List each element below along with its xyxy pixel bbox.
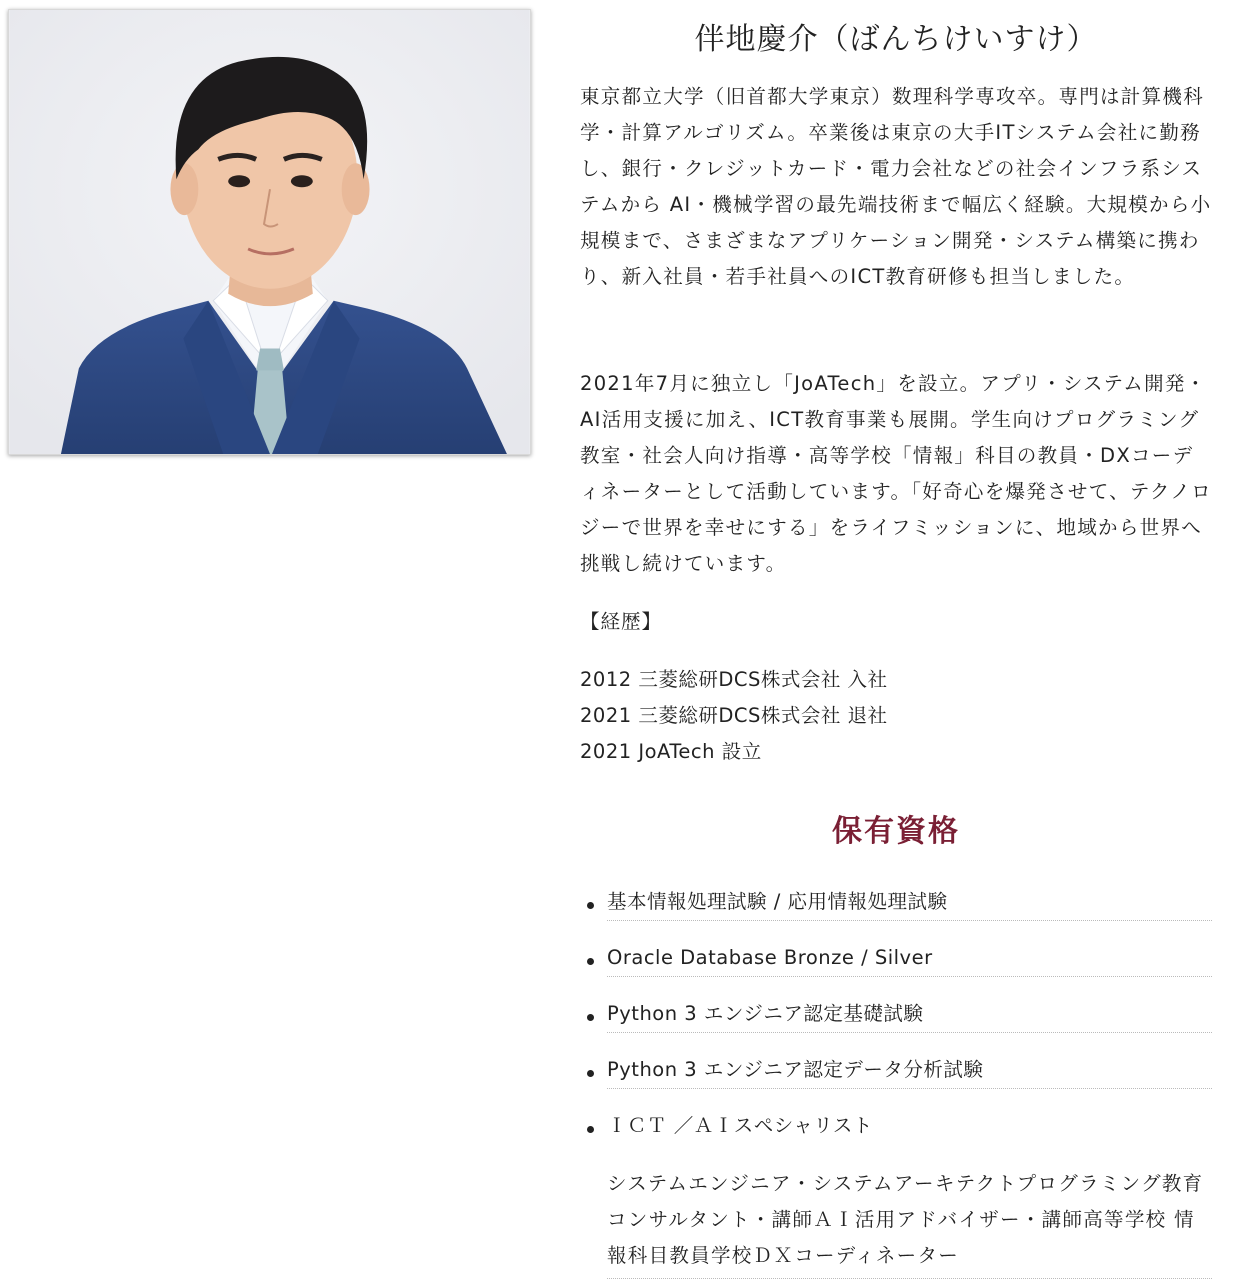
qualification-label: Python 3 エンジニア認定データ分析試験 — [607, 1046, 1212, 1089]
portrait-photo-image — [9, 10, 530, 454]
bullet-icon — [587, 902, 594, 909]
profile-name: 伴地慶介（ばんちけいすけ） — [694, 22, 1098, 57]
qualifications-title: 保有資格 — [832, 814, 960, 849]
profile-photo — [8, 9, 531, 455]
bullet-icon — [587, 1014, 594, 1021]
qualification-sub-description: システムエンジニア・システムアーキテクトプログラミング教育コンサルタント・講師ＡＩ活用アドバイザー・講師高等学校 情報科目教員学校ＤＸコーディネーター — [607, 1166, 1212, 1279]
qualification-item — [580, 990, 1212, 1046]
bio-paragraph-2: 2021年7月に独立し「JoATech」を設立。アプリ・システム開発・AI活用支援に加え、ICT教育事業も展開。学生向けプログラミング教室・社会人向け指導・高等学校「情報」科目の教員・DXコーディネーターとして活動しています。「好奇心を爆発させて、テクノロジーで世界を幸せにする」をライフミッションに、地域から世界へ挑戦し続けています。 — [580, 372, 1212, 575]
qualification-label: ＩＣＴ ／ＡＩスペシャリスト — [607, 1114, 873, 1137]
bullet-icon — [587, 958, 594, 965]
career-item: 2021 JoATech 設立 — [580, 740, 762, 763]
career-item: 2021 三菱総研DCS株式会社 退社 — [580, 704, 888, 727]
qualification-item — [580, 934, 1212, 990]
qualification-item — [580, 1102, 1212, 1144]
qualification-label: Oracle Database Bronze / Silver — [607, 934, 1212, 977]
qualification-item — [580, 878, 1212, 934]
career-list — [580, 662, 888, 770]
qualification-label: Python 3 エンジニア認定基礎試験 — [607, 990, 1212, 1033]
bullet-icon — [587, 1070, 594, 1077]
bullet-icon — [587, 1126, 594, 1133]
qualification-label: 基本情報処理試験 / 応用情報処理試験 — [607, 878, 1212, 921]
qualification-item — [580, 1046, 1212, 1102]
career-item: 2012 三菱総研DCS株式会社 入社 — [580, 668, 888, 691]
qualifications-list — [580, 878, 1212, 1144]
bio-paragraph-1: 東京都立大学（旧首都大学東京）数理科学専攻卒。専門は計算機科学・計算アルゴリズム。卒業後は東京の大手ITシステム会社に勤務し、銀行・クレジットカード・電力会社などの社会インフラ系システムから AI・機械学習の最先端技術まで幅広く経験。大規模から小規模まで、さまざまなアプリケーション開発・システム構築に携わり、新入社員・若手社員へのICT教育研修も担当しました。 — [580, 85, 1212, 288]
career-heading: 【経歴】 — [580, 610, 663, 633]
